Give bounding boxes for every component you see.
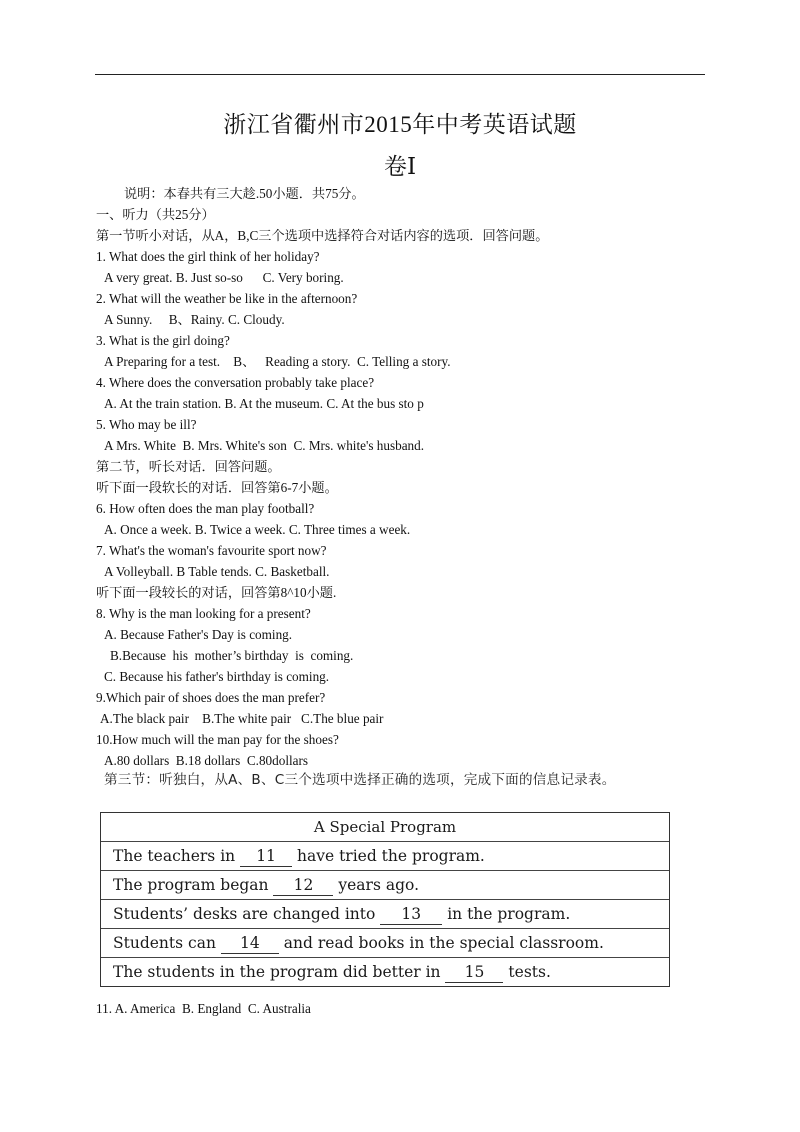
question-5: 5. Who may be ill?: [96, 417, 197, 432]
options-10: A.80 dollars B.18 dollars C.80dollars: [104, 753, 309, 768]
question-10: 10.How much will the man pay for the shoes?: [96, 732, 339, 747]
options-3: A Preparing for a test. B、 Reading a story. C. Telling a story.: [104, 354, 451, 369]
section-2-instruction: 听下面一段软长的对话．回答第6-7小题。: [96, 480, 338, 495]
option-8b: B.Because his mother’s birthday is coming.: [110, 648, 354, 663]
options-1: A very great. B. Just so-so C. Very boring.: [104, 270, 344, 285]
table-title: A Special Program: [313, 818, 457, 836]
question-2: 2. What will the weather be like in the afternoon?: [96, 291, 358, 306]
row-text-before: The teachers in: [113, 847, 241, 865]
question-body: [96, 183, 736, 771]
question-7: 7. What's the woman's favourite sport now?: [96, 543, 327, 558]
instruction-note: 说明：本春共有三大趁.50小题．共75分。: [124, 186, 365, 201]
top-rule: [95, 74, 705, 75]
row-text-after: tests.: [503, 963, 551, 981]
row-text-after: and read books in the special classroom.: [278, 934, 604, 952]
table-row: [101, 842, 669, 871]
section-2-heading: 第二节，听长对话．回答问题。: [96, 459, 281, 474]
page-title: 浙江省衢州市2015年中考英语试题: [223, 112, 577, 137]
table-row: [101, 900, 669, 929]
section-instruction: 第一节听小对话，从A，B,C三个选项中选择符合对话内容的选项．回答问题。: [96, 228, 549, 243]
option-8a: A. Because Father's Day is coming.: [104, 627, 293, 642]
table-row: [101, 958, 669, 987]
section-3-heading: 第三节：听独白，从A、B、C三个选项中选择正确的选项，完成下面的信息记录表。: [104, 772, 616, 788]
row-text-before: Students’ desks are changed into: [113, 905, 381, 923]
row-text-before: Students can: [113, 934, 221, 952]
options-4: A. At the train station. B. At the museum. C. At the bus sto p: [104, 396, 424, 411]
row-text-after: in the program.: [442, 905, 571, 923]
question-4: 4. Where does the conversation probably take place?: [96, 375, 375, 390]
answer-blank-15: 15: [445, 962, 503, 983]
options-5: A Mrs. White B. Mrs. White's son C. Mrs. white's husband.: [104, 438, 425, 453]
question-9: 9.Which pair of shoes does the man prefer?: [96, 690, 326, 705]
section-2-instruction-b: 听下面一段较长的对话，回答第8^10小题.: [96, 585, 337, 600]
table-row: [101, 871, 669, 900]
question-8: 8. Why is the man looking for a present?: [96, 606, 311, 621]
question-3: 3. What is the girl doing?: [96, 333, 230, 348]
row-text-after: have tried the program.: [292, 847, 485, 865]
option-8c: C. Because his father's birthday is coming.: [104, 669, 330, 684]
row-text-before: The program began: [113, 876, 274, 894]
row-text-before: The students in the program did better in: [113, 963, 446, 981]
table-title-row: [101, 813, 669, 842]
question-6: 6. How often does the man play football?: [96, 501, 315, 516]
row-text-after: years ago.: [333, 876, 419, 894]
question-1: 1. What does the girl think of her holiday?: [96, 249, 320, 264]
answer-blank-11: 11: [240, 846, 292, 867]
options-2: A Sunny. B、Rainy. C. Cloudy.: [104, 312, 285, 327]
answer-blank-12: 12: [273, 875, 333, 896]
options-9: A.The black pair B.The white pair C.The blue pair: [100, 711, 384, 726]
options-7: A Volleyball. B Table tends. C. Basketball.: [104, 564, 330, 579]
answer-blank-14: 14: [221, 933, 279, 954]
page-subtitle: 卷Ⅰ: [383, 154, 417, 179]
section-heading: 一、听力（共25分）: [96, 207, 215, 222]
question-11-options: 11. A. America B. England C. Australia: [96, 1001, 311, 1016]
info-record-table: [100, 812, 670, 987]
answer-blank-13: 13: [380, 904, 442, 925]
options-6: A. Once a week. B. Twice a week. C. Three times a week.: [104, 522, 411, 537]
table-row: [101, 929, 669, 958]
